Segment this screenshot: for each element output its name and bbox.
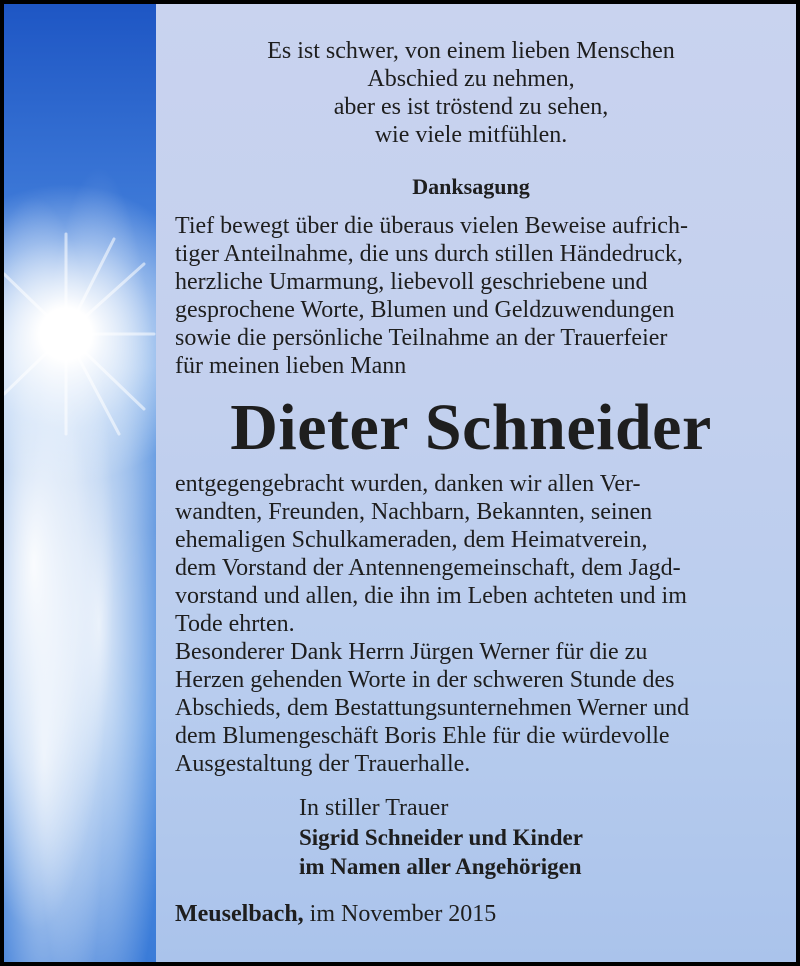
text-line: gesprochene Worte, Blumen und Geldzuwendungen (175, 297, 675, 323)
text-line: Herzen gehenden Worte in der schweren Stunde des (175, 667, 675, 693)
sky-sun-image (4, 4, 156, 962)
thanks-paragraph-2 (175, 470, 767, 778)
text-line: für meinen lieben Mann (175, 353, 407, 379)
place: Meuselbach, (175, 901, 304, 927)
poem-line: aber es ist tröstend zu sehen, (333, 94, 609, 120)
text-line: vorstand und allen, die ihn im Leben achteten und im (175, 583, 687, 609)
poem (175, 37, 767, 149)
text-line: wandten, Freunden, Nachbarn, Bekannten, seinen (175, 499, 653, 525)
text-line: Besonderer Dank Herrn Jürgen Werner für die zu (175, 639, 648, 665)
text-line: ehemaligen Schulkameraden, dem Heimatverein, (175, 527, 648, 553)
signature-line-1: Sigrid Schneider und Kinder (299, 825, 583, 850)
text-line: herzliche Umarmung, liebevoll geschriebene und (175, 269, 648, 295)
poem-line: Es ist schwer, von einem lieben Menschen (267, 38, 675, 64)
poem-line: wie viele mitfühlen. (374, 122, 568, 148)
signature-intro: In stiller Trauer (299, 795, 449, 821)
text-line: Tode ehrten. (175, 611, 295, 637)
signature-line-2: im Namen aller Angehörigen (299, 854, 582, 879)
sun-rays-icon (4, 4, 156, 962)
signature-block (299, 794, 583, 881)
date: im November 2015 (309, 901, 497, 927)
heading-danksagung: Danksagung (412, 174, 530, 199)
text-line: entgegengebracht wurden, danken wir allen Ver- (175, 471, 641, 497)
obituary-card (4, 4, 796, 962)
text-line: Ausgestaltung der Trauerhalle. (175, 751, 471, 777)
text-line: sowie die persönliche Teilnahme an der Trauerfeier (175, 325, 668, 351)
thanks-paragraph-1 (175, 212, 767, 380)
text-line: dem Blumengeschäft Boris Ehle für die würdevolle (175, 723, 670, 749)
text-line: Tief bewegt über die überaus vielen Beweise aufrich- (175, 213, 688, 239)
place-date-footer (175, 900, 496, 928)
poem-line: Abschied zu nehmen, (367, 66, 575, 92)
text-line: tiger Anteilnahme, die uns durch stillen Händedruck, (175, 241, 683, 267)
deceased-name: Dieter Schneider (230, 391, 712, 464)
text-line: dem Vorstand der Antennengemeinschaft, dem Jagd- (175, 555, 681, 581)
text-line: Abschieds, dem Bestattungsunternehmen Werner und (175, 695, 690, 721)
